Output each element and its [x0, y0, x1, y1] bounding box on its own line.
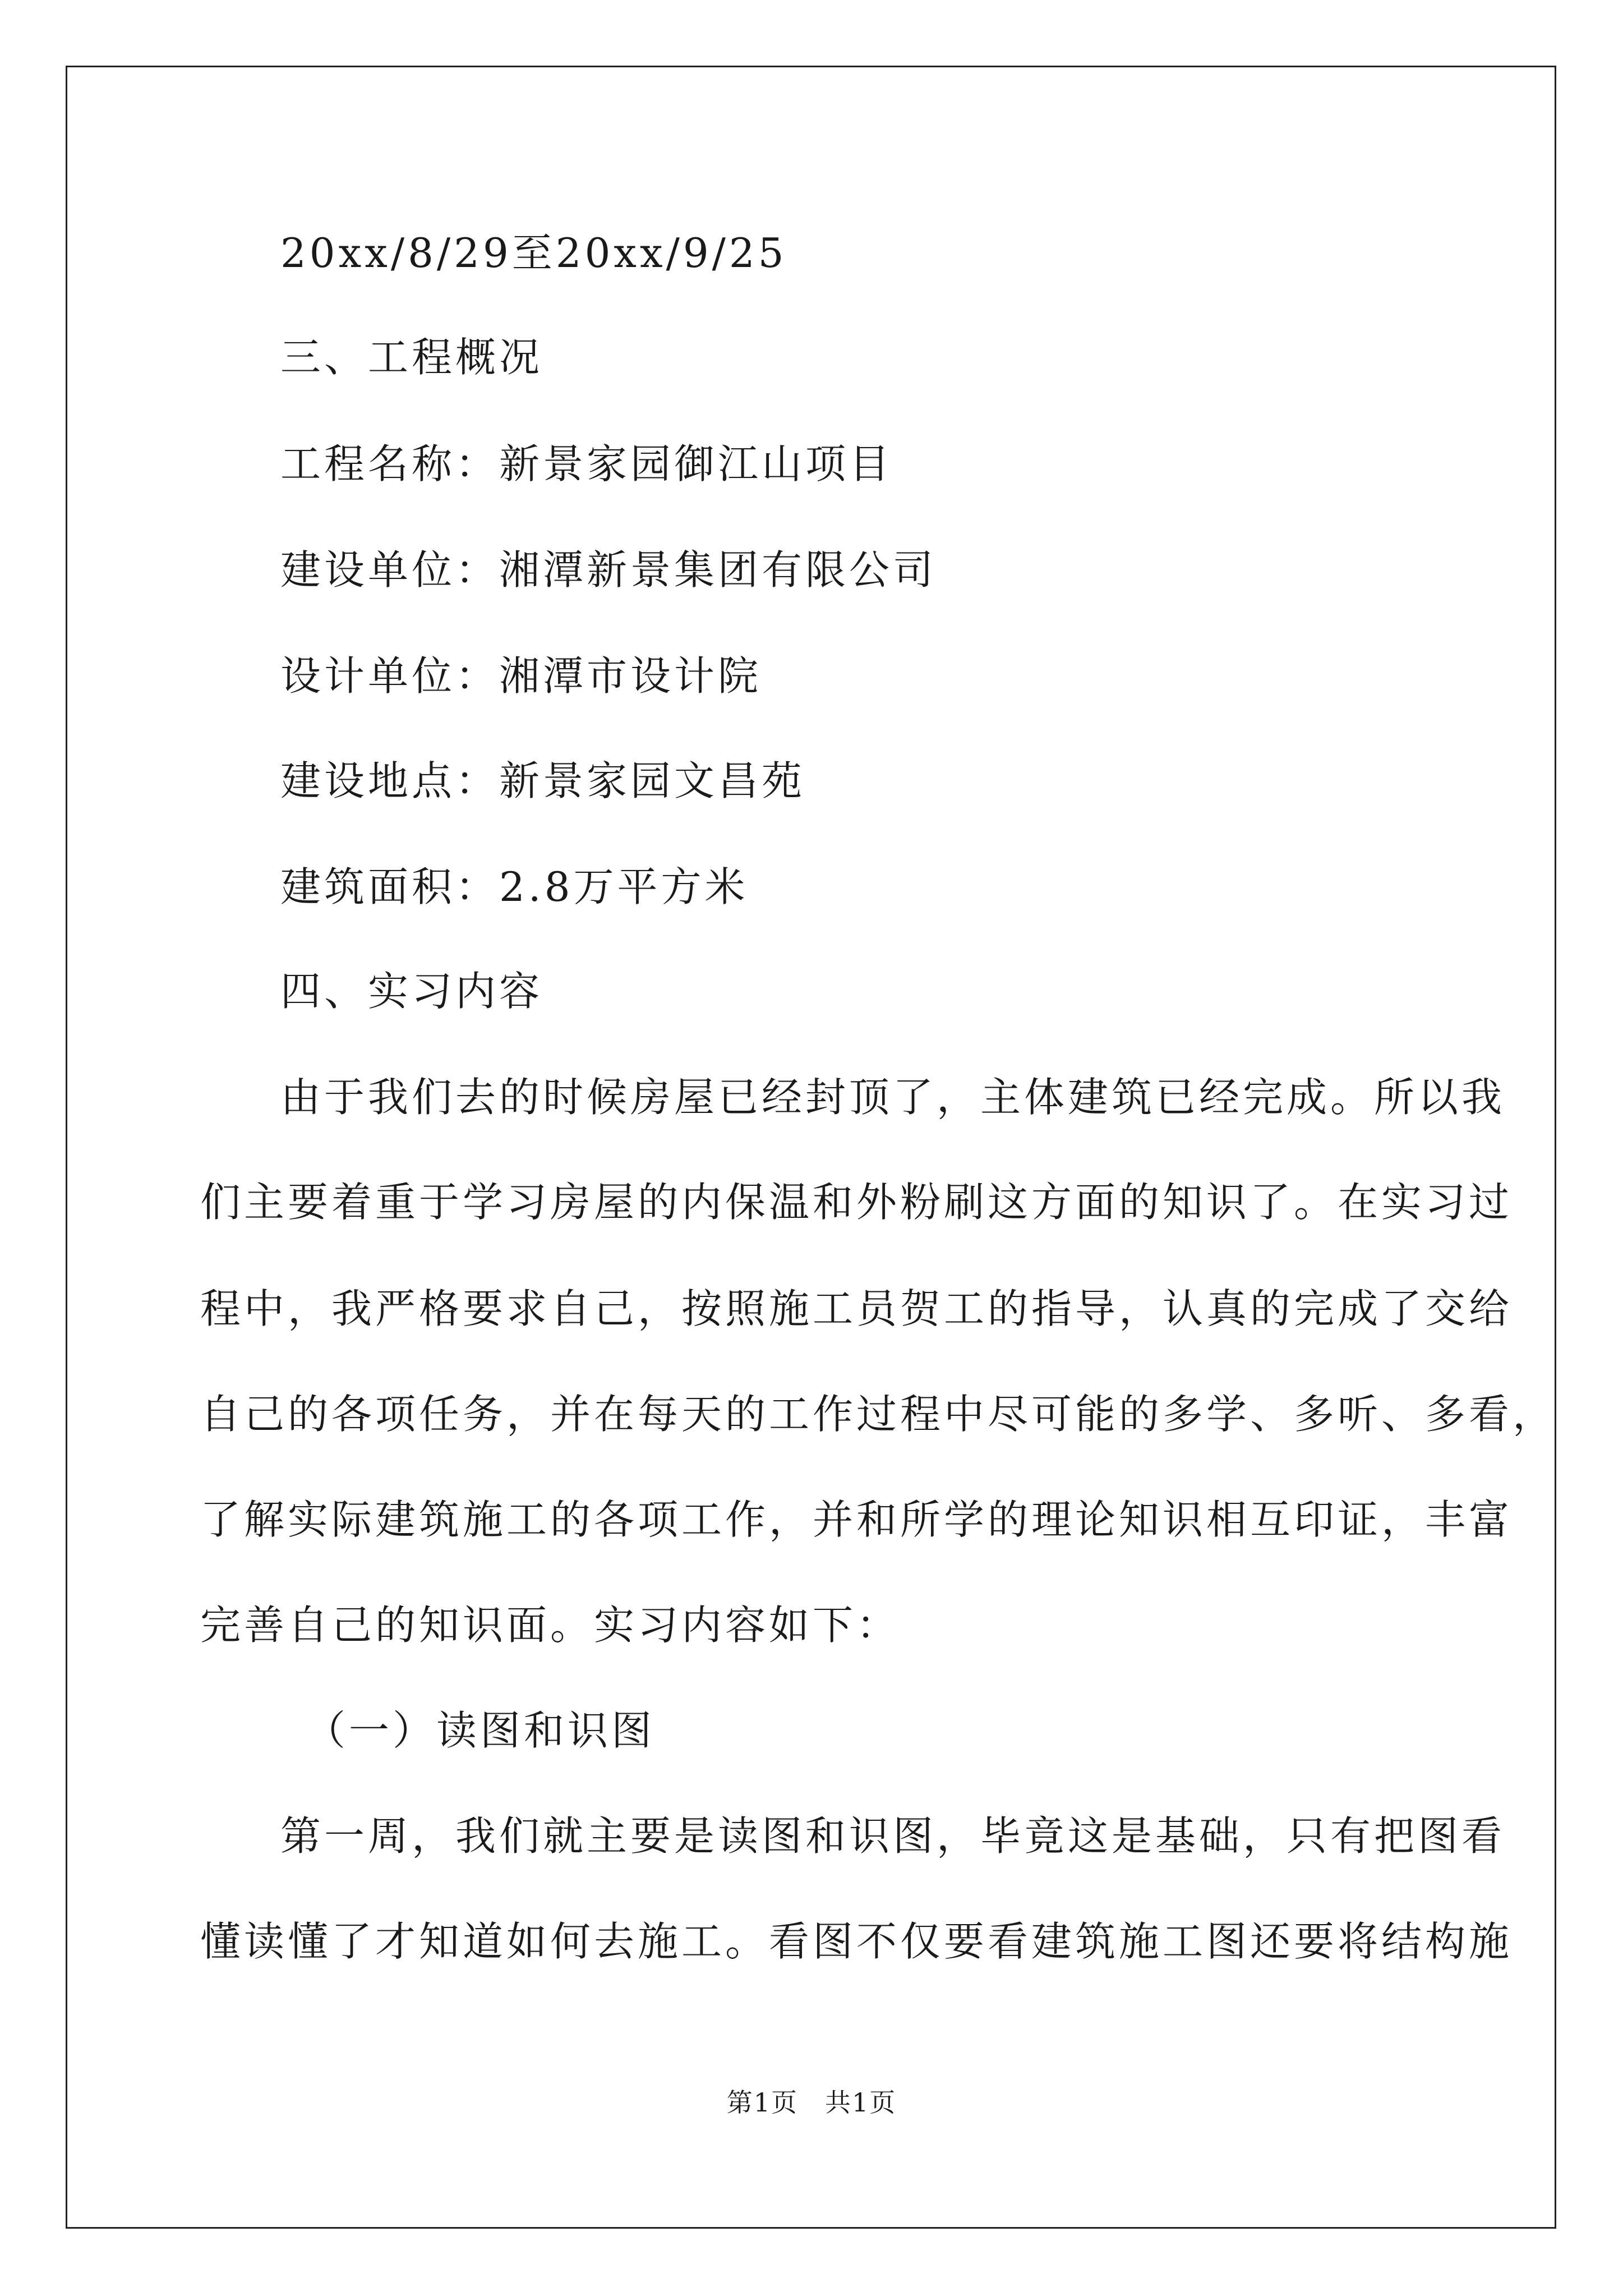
paragraph-line: 懂读懂了才知道如何去施工。看图不仅要看建筑施工图还要将结构施 — [200, 1918, 1513, 1965]
construction-site: 建设地点：新景家园文昌苑 — [280, 757, 806, 804]
section-heading-content: 四、实习内容 — [280, 968, 543, 1015]
project-name: 工程名称：新景家园御江山项目 — [280, 440, 893, 487]
subsection-heading: （一）读图和识图 — [305, 1707, 656, 1754]
paragraph-line: 第一周，我们就主要是读图和识图，毕竟这是基础，只有把图看 — [280, 1812, 1506, 1860]
paragraph-line: 了解实际建筑施工的各项工作，并和所学的理论知识相互印证，丰富 — [200, 1496, 1513, 1543]
paragraph-line: 们主要着重于学习房屋的内保温和外粉刷这方面的知识了。在实习过 — [200, 1179, 1513, 1226]
date-range: 20xx/8/29至20xx/9/25 — [280, 229, 787, 277]
section-heading-overview: 三、工程概况 — [280, 334, 543, 381]
building-area: 建筑面积：2.8万平方米 — [280, 863, 749, 910]
paragraph-line: 由于我们去的时候房屋已经封顶了，主体建筑已经完成。所以我 — [280, 1074, 1506, 1121]
construction-unit: 建设单位：湘潭新景集团有限公司 — [280, 546, 937, 593]
paragraph-line: 自己的各项任务，并在每天的工作过程中尽可能的多学、多听、多看， — [200, 1391, 1557, 1438]
page-number: 第1页 共1页 — [726, 2087, 897, 2118]
paragraph-line: 程中，我严格要求自己，按照施工员贺工的指导，认真的完成了交给 — [200, 1285, 1513, 1332]
page-border — [66, 66, 1556, 2229]
paragraph-line: 完善自己的知识面。实习内容如下： — [200, 1602, 901, 1649]
design-unit: 设计单位：湘潭市设计院 — [280, 652, 762, 700]
